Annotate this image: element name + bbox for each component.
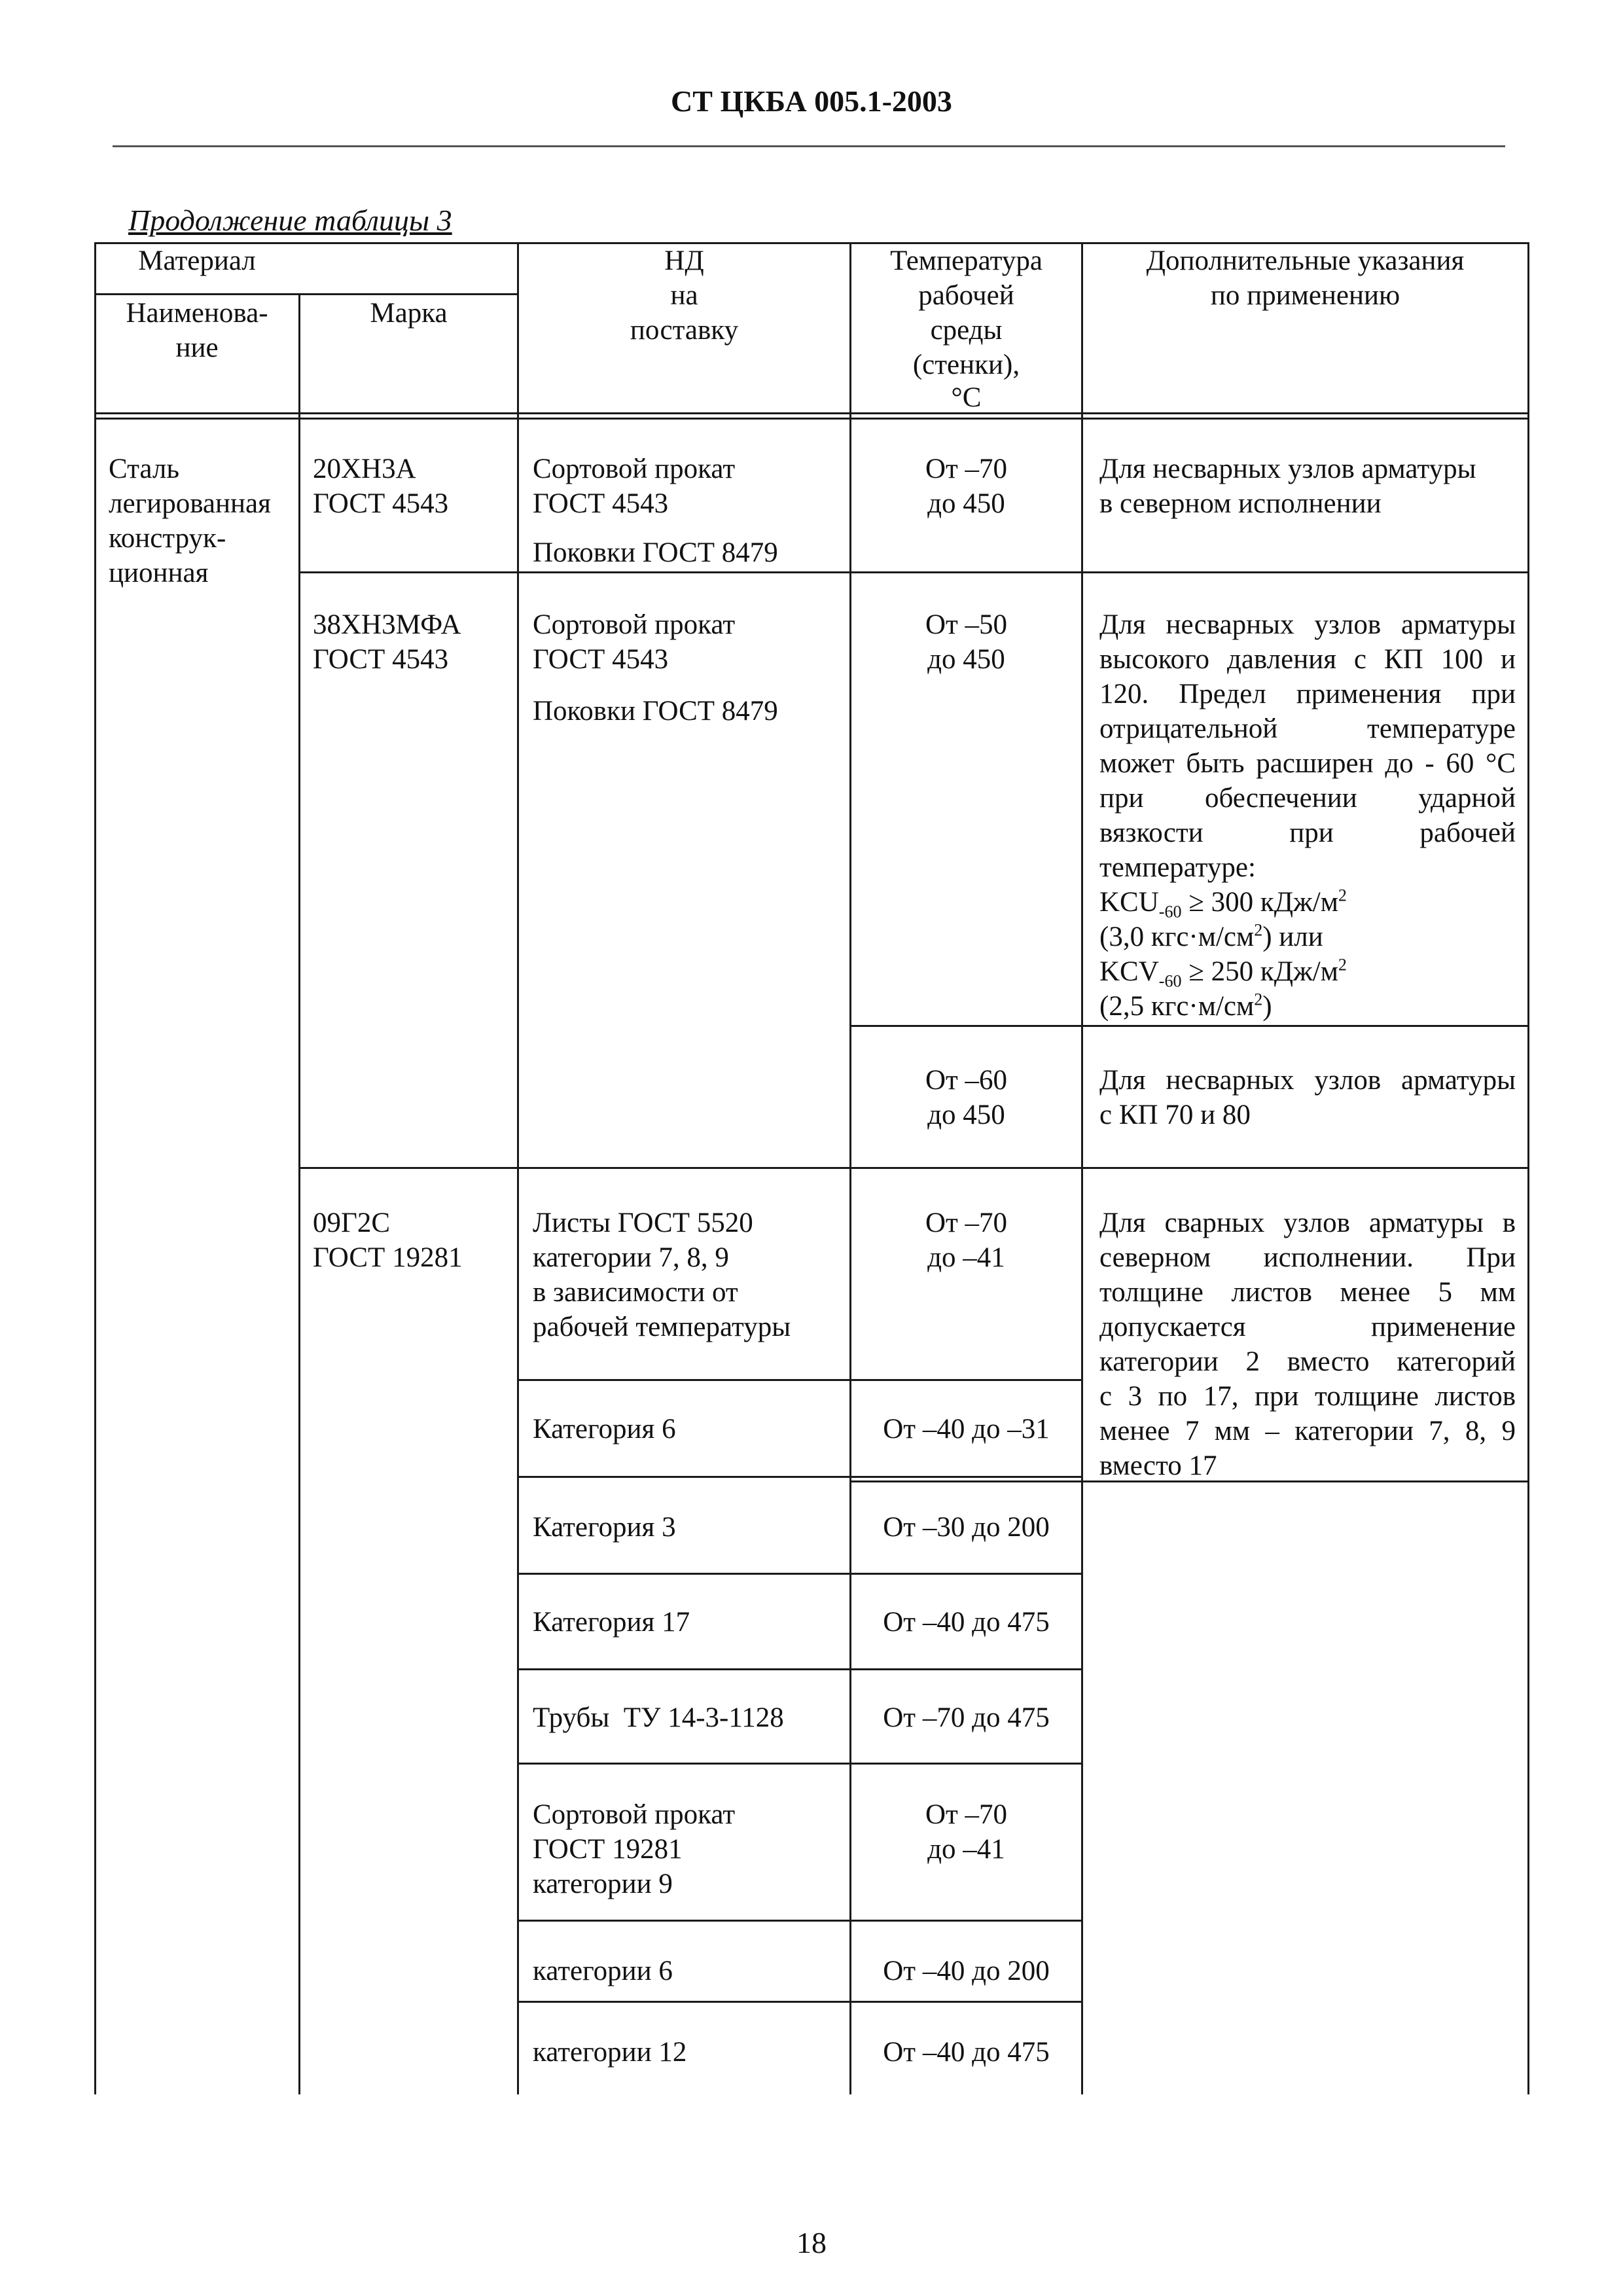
head-nd-line2: на [670,280,698,311]
r3-note-line1: Для несварных узлов арматуры [1099,1065,1516,1096]
r2-note-kcu: $KCU_{-60} \ge 300$ кДж/$м^2$ [1099,886,1347,922]
material-name-line1: Сталь [109,454,179,484]
r4-note-line2: северном исполнении. При [1099,1242,1516,1273]
sub2-nd: Категория 3 [533,1512,676,1543]
sub1-temp: От –40 до –31 [883,1414,1050,1444]
r4-note [1099,1206,1516,1483]
r5-nd-line1: Сортовой прокат [533,1799,736,1830]
r2-note-line1: Для несварных узлов арматуры [1099,609,1516,640]
r3-note-line2: с КП 70 и 80 [1099,1100,1251,1130]
r5-temp-line2: до –41 [927,1834,1005,1865]
r1-nd-line2: ГОСТ 4543 [533,488,669,519]
sub4-nd: Трубы ТУ 14-3-1128 [533,1702,784,1733]
r4-nd-line3: в зависимости от [533,1277,738,1308]
r4-note-line8: вместо 17 [1099,1450,1217,1481]
head-temp-line1: Температура [890,245,1043,276]
r2-temp-line1: От –50 [925,609,1008,640]
r5-temp-line1: От –70 [925,1799,1008,1830]
head-temp-line4: (стенки), [912,350,1020,380]
sub3-nd: Категория 17 [533,1607,690,1638]
r4-note-line7: менее 7 мм – категории 7, 8, 9 [1099,1416,1516,1446]
material-name-line2: легированная [109,488,271,519]
head-nd-line3: поставку [630,315,739,346]
head-name-line1: Наименова- [126,298,268,329]
head-temp-line2: рабочей [918,280,1014,311]
table-caption: Продолжение таблицы 3 [128,204,452,237]
r4-grade-line1: 09Г2С [313,1208,391,1238]
r1-note-line1: Для несварных узлов арматуры [1099,454,1476,484]
head-nd-line1: НД [664,245,704,276]
head-temp-line3: среды [930,315,1003,346]
r2-grade-line2: ГОСТ 4543 [313,644,449,675]
r4-temp-line2: до –41 [927,1242,1005,1273]
r4-note-line6: с 3 по 17, при толщине листов [1099,1381,1516,1412]
r1-temp-line1: От –70 [925,454,1008,484]
r2-temp-line2: до 450 [927,644,1005,675]
head-temp-line5: °С [951,382,982,413]
sub2-temp: От –30 до 200 [883,1512,1050,1543]
r5-nd-line2: ГОСТ 19281 [533,1834,683,1865]
sub6-temp: От –40 до 475 [883,2037,1050,2068]
r2-grade-line1: 38ХН3МФА [313,609,461,640]
r2-note-line6: при обеспечении ударной [1099,783,1516,814]
r4-temp-line1: От –70 [925,1208,1008,1238]
r2-note-line2: высокого давления с КП 100 и [1099,644,1516,675]
r1-note-line2: в северном исполнении [1099,488,1382,519]
head-material: Материал [138,245,256,276]
r1-grade-line2: ГОСТ 4543 [313,488,449,519]
r2-note-kcv: $KCV_{-60} \ge 250$ кДж/$м^2$ [1099,955,1347,991]
sub6-nd: категории 12 [533,2037,687,2068]
r2-note-line8: температуре: [1099,852,1256,883]
page-number: 18 [796,2226,827,2259]
r4-note-line5: категории 2 вместо категорий [1099,1346,1516,1377]
r3-note [1099,1063,1516,1132]
head-grade: Марка [370,298,448,329]
r2-note-kcv-kgs: (2,5 $кгс\cdot м/см^2$) [1099,990,1272,1022]
r1-grade-line1: 20ХН3А [313,454,416,484]
r2-note [1099,607,1516,1024]
sub4-temp: От –70 до 475 [883,1702,1050,1733]
r1-nd-line1: Сортовой прокат [533,454,736,484]
sub5-temp: От –40 до 200 [883,1956,1050,1986]
r2-note-kcu-kgs: (3,0 $кгс\cdot м/см^2$) или [1099,920,1323,952]
r2-nd-line2: ГОСТ 4543 [533,644,669,675]
r3-temp-line1: От –60 [925,1065,1008,1096]
r4-nd-line4: рабочей температуры [533,1312,791,1342]
r1-temp-line2: до 450 [927,488,1005,519]
r2-nd-extra: Поковки ГОСТ 8479 [533,696,778,726]
r5-nd-line3: категории 9 [533,1869,673,1899]
head-name-line2: ние [175,332,219,363]
sub3-temp: От –40 до 475 [883,1607,1050,1638]
r4-nd-line1: Листы ГОСТ 5520 [533,1208,753,1238]
material-name-line4: ционная [109,558,209,588]
r2-note-line4: отрицательной температуре [1099,713,1516,744]
r2-note-line3: 120. Предел применения при [1099,679,1516,709]
r2-note-line7: вязкости при рабочей [1099,817,1516,848]
r4-note-line1: Для сварных узлов арматуры в [1099,1208,1516,1238]
r3-temp-line2: до 450 [927,1100,1005,1130]
r4-nd-line2: категории 7, 8, 9 [533,1242,729,1273]
material-name-line3: конструк- [109,523,226,554]
document-header: СТ ЦКБА 005.1-2003 [671,84,952,118]
head-notes-line2: по применению [1210,280,1400,311]
r4-note-line3: толщине листов менее 5 мм [1099,1277,1516,1308]
head-notes-line1: Дополнительные указания [1146,245,1465,276]
sub5-nd: категории 6 [533,1956,673,1986]
r1-nd-extra: Поковки ГОСТ 8479 [533,537,778,568]
sub1-nd: Категория 6 [533,1414,676,1444]
header-rule [113,145,1505,147]
r2-note-line5: может быть расширен до - 60 °С [1099,748,1516,779]
r4-note-line4: допускается применение [1099,1312,1516,1342]
r4-grade-line2: ГОСТ 19281 [313,1242,463,1273]
r2-nd-line1: Сортовой прокат [533,609,736,640]
